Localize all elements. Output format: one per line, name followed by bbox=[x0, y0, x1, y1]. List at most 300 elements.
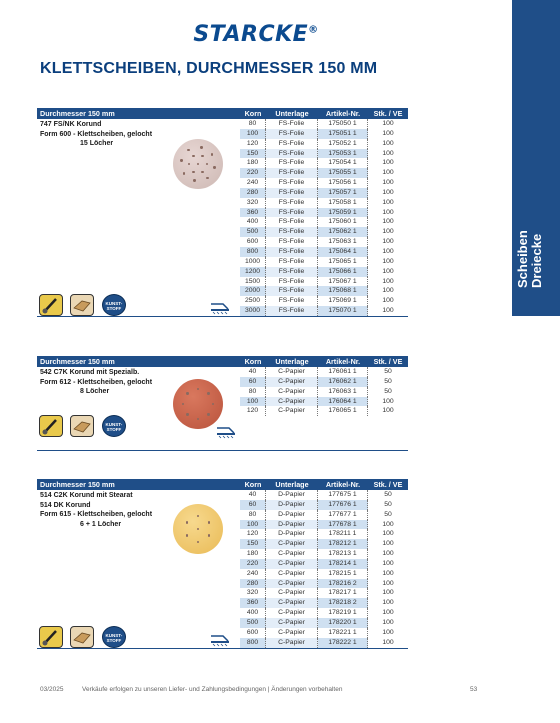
cell-stk: 100 bbox=[382, 159, 394, 167]
col-header-unterlage: Unterlage bbox=[275, 109, 309, 118]
cell-stk: 100 bbox=[382, 599, 394, 607]
cell-stk: 100 bbox=[382, 638, 394, 646]
cell-artikel: 178221 1 bbox=[318, 628, 368, 638]
cell-artikel: 178212 1 bbox=[318, 539, 368, 549]
col-header-artikel: Artikel-Nr. bbox=[325, 480, 361, 489]
cell-stk: 50 bbox=[384, 510, 392, 518]
cell-korn: 220 bbox=[240, 168, 266, 178]
cell-korn: 320 bbox=[240, 588, 266, 598]
table-row bbox=[240, 237, 408, 247]
col-header-unterlage: Unterlage bbox=[275, 357, 309, 366]
cell-stk: 100 bbox=[382, 559, 394, 567]
desc-line: 514 DK Korund bbox=[40, 501, 91, 509]
cell-korn: 400 bbox=[240, 608, 266, 618]
cell-korn: 220 bbox=[240, 559, 266, 569]
cell-unterlage: C-Papier bbox=[266, 406, 318, 416]
table-row bbox=[240, 306, 408, 316]
disc-hole bbox=[211, 153, 213, 155]
table-row bbox=[240, 227, 408, 237]
cell-stk: 100 bbox=[382, 520, 394, 528]
cell-unterlage: D-Papier bbox=[266, 520, 318, 530]
table-row bbox=[240, 217, 408, 227]
table-row bbox=[240, 129, 408, 139]
cell-korn: 800 bbox=[240, 247, 266, 257]
cell-artikel: 177678 1 bbox=[318, 520, 368, 530]
table-row bbox=[240, 638, 408, 648]
table-row bbox=[240, 286, 408, 296]
disc-hole bbox=[186, 534, 188, 536]
cell-unterlage: C-Papier bbox=[266, 598, 318, 608]
table-row bbox=[240, 539, 408, 549]
cell-korn: 1200 bbox=[240, 267, 266, 277]
cell-stk: 100 bbox=[382, 530, 394, 538]
table-row bbox=[240, 257, 408, 267]
desc-line: 542 C7K Korund mit Spezialb. bbox=[40, 369, 140, 376]
cell-stk: 100 bbox=[382, 397, 394, 405]
cell-unterlage: FS-Folie bbox=[266, 237, 318, 247]
col-header-stk: Stk. / VE bbox=[373, 357, 403, 366]
cell-unterlage: FS-Folie bbox=[266, 178, 318, 188]
disc-hole bbox=[192, 171, 194, 173]
cell-stk: 100 bbox=[382, 139, 394, 147]
disc-hole bbox=[183, 172, 185, 174]
disc-hole bbox=[206, 177, 208, 179]
desc-line: 747 FS/NK Korund bbox=[40, 121, 102, 128]
cell-korn: 100 bbox=[240, 129, 266, 139]
cell-artikel: 176063 1 bbox=[318, 387, 368, 397]
cell-artikel: 178222 1 bbox=[318, 638, 368, 648]
cell-unterlage: FS-Folie bbox=[266, 227, 318, 237]
disc-hole bbox=[206, 163, 208, 165]
disc-hole bbox=[207, 392, 209, 394]
disc-hole bbox=[182, 403, 184, 405]
table-row bbox=[240, 628, 408, 638]
col-header-stk: Stk. / VE bbox=[373, 480, 403, 489]
disc-hole bbox=[208, 534, 210, 536]
cell-korn: 360 bbox=[240, 598, 266, 608]
cell-korn: 40 bbox=[240, 367, 266, 377]
table-row bbox=[240, 549, 408, 559]
cell-korn: 360 bbox=[240, 208, 266, 218]
cell-unterlage: C-Papier bbox=[266, 638, 318, 648]
table-row bbox=[240, 158, 408, 168]
cell-stk: 100 bbox=[382, 540, 394, 548]
cell-unterlage: D-Papier bbox=[266, 490, 318, 500]
cell-stk: 50 bbox=[384, 368, 392, 375]
table-row bbox=[240, 168, 408, 178]
cell-artikel: 178217 1 bbox=[318, 588, 368, 598]
cell-stk: 100 bbox=[382, 188, 394, 196]
cell-stk: 100 bbox=[382, 267, 394, 275]
cell-korn: 120 bbox=[240, 139, 266, 149]
cell-korn: 100 bbox=[240, 520, 266, 530]
table-row bbox=[240, 598, 408, 608]
cell-artikel: 177676 1 bbox=[318, 500, 368, 510]
cell-artikel: 175069 1 bbox=[318, 296, 368, 306]
plastic-icon-label: KUNST- STOFF bbox=[105, 422, 123, 432]
cell-unterlage: FS-Folie bbox=[266, 119, 318, 129]
table-row bbox=[240, 510, 408, 520]
cell-unterlage: FS-Folie bbox=[266, 208, 318, 218]
cell-unterlage: C-Papier bbox=[266, 367, 318, 377]
col-header-unterlage: Unterlage bbox=[275, 480, 309, 489]
cell-artikel: 175060 1 bbox=[318, 217, 368, 227]
application-icons bbox=[39, 415, 129, 437]
cell-unterlage: FS-Folie bbox=[266, 149, 318, 159]
cell-korn: 120 bbox=[240, 406, 266, 416]
application-icons bbox=[39, 294, 129, 316]
cell-artikel: 178218 2 bbox=[318, 598, 368, 608]
cell-unterlage: FS-Folie bbox=[266, 247, 318, 257]
plastic-icon bbox=[102, 626, 126, 648]
cell-unterlage: C-Papier bbox=[266, 559, 318, 569]
cell-unterlage: C-Papier bbox=[266, 618, 318, 628]
brush-icon bbox=[39, 294, 63, 316]
disc-hole bbox=[212, 403, 214, 405]
cell-korn: 180 bbox=[240, 158, 266, 168]
cell-artikel: 176061 1 bbox=[318, 367, 368, 377]
cell-artikel: 175068 1 bbox=[318, 286, 368, 296]
cell-korn: 280 bbox=[240, 188, 266, 198]
cell-unterlage: C-Papier bbox=[266, 397, 318, 407]
cell-stk: 100 bbox=[382, 609, 394, 617]
table-row bbox=[240, 569, 408, 579]
cell-stk: 100 bbox=[382, 129, 394, 137]
cell-unterlage: C-Papier bbox=[266, 579, 318, 589]
cell-stk: 100 bbox=[382, 297, 394, 305]
cell-korn: 3000 bbox=[240, 306, 266, 316]
cell-artikel: 175058 1 bbox=[318, 198, 368, 208]
table-row bbox=[240, 618, 408, 628]
block-header bbox=[37, 479, 408, 490]
block-body bbox=[37, 367, 408, 451]
table-row bbox=[240, 139, 408, 149]
cell-stk: 100 bbox=[382, 550, 394, 558]
cell-unterlage: D-Papier bbox=[266, 529, 318, 539]
block-header-title: Durchmesser 150 mm bbox=[40, 357, 115, 366]
cell-artikel: 175054 1 bbox=[318, 158, 368, 168]
cell-artikel: 178213 1 bbox=[318, 549, 368, 559]
product-block-514 bbox=[37, 479, 408, 649]
wood-icon bbox=[70, 294, 94, 316]
disc-hole bbox=[186, 392, 188, 394]
table-row bbox=[240, 367, 408, 377]
desc-line: 8 Löcher bbox=[80, 388, 110, 396]
category-side-tab[interactable] bbox=[512, 0, 560, 316]
cell-korn: 2000 bbox=[240, 286, 266, 296]
cell-artikel: 175052 1 bbox=[318, 139, 368, 149]
cell-artikel: 175063 1 bbox=[318, 237, 368, 247]
product-table bbox=[240, 367, 408, 416]
cell-unterlage: C-Papier bbox=[266, 608, 318, 618]
cell-korn: 100 bbox=[240, 397, 266, 407]
cell-unterlage: FS-Folie bbox=[266, 168, 318, 178]
cell-unterlage: D-Papier bbox=[266, 510, 318, 520]
cell-artikel: 175067 1 bbox=[318, 277, 368, 287]
sanding-disc-image bbox=[173, 379, 223, 429]
cell-unterlage: C-Papier bbox=[266, 569, 318, 579]
table-row bbox=[240, 198, 408, 208]
disc-hole bbox=[213, 166, 215, 168]
desc-line: Form 612 - Klettscheiben, gelocht bbox=[40, 378, 153, 386]
cell-stk: 100 bbox=[382, 208, 394, 216]
disc-hole bbox=[201, 171, 203, 173]
cell-artikel: 175056 1 bbox=[318, 178, 368, 188]
product-block-542 bbox=[37, 356, 408, 451]
cell-unterlage: FS-Folie bbox=[266, 267, 318, 277]
brand-name: STARCKE bbox=[193, 22, 309, 47]
cell-artikel: 175051 1 bbox=[318, 129, 368, 139]
side-tab-line-1: Scheiben bbox=[515, 230, 530, 288]
brush-icon bbox=[39, 626, 63, 648]
cell-stk: 100 bbox=[382, 307, 394, 315]
side-tab-label bbox=[516, 88, 544, 288]
sander-tool-icon bbox=[215, 425, 237, 439]
table-row bbox=[240, 296, 408, 306]
col-header-korn: Korn bbox=[244, 480, 262, 489]
cell-unterlage: FS-Folie bbox=[266, 158, 318, 168]
side-tab-line-2: Dreiecke bbox=[529, 233, 544, 288]
cell-korn: 600 bbox=[240, 628, 266, 638]
cell-artikel: 176065 1 bbox=[318, 406, 368, 416]
disc-hole bbox=[187, 149, 189, 151]
sander-tool-icon bbox=[209, 301, 231, 315]
cell-korn: 240 bbox=[240, 178, 266, 188]
col-header-korn: Korn bbox=[244, 109, 262, 118]
table-row bbox=[240, 178, 408, 188]
page-title: KLETTSCHEIBEN, DURCHMESSER 150 MM bbox=[40, 60, 378, 77]
cell-stk: 100 bbox=[382, 579, 394, 587]
product-table bbox=[240, 119, 408, 316]
block-body bbox=[37, 119, 408, 317]
desc-line: 514 C2K Korund mit Stearat bbox=[40, 492, 133, 499]
product-table bbox=[240, 490, 408, 648]
col-header-artikel: Artikel-Nr. bbox=[325, 357, 361, 366]
sanding-disc-image bbox=[173, 504, 223, 554]
disc-hole bbox=[186, 413, 188, 415]
table-row bbox=[240, 397, 408, 407]
cell-unterlage: C-Papier bbox=[266, 549, 318, 559]
cell-stk: 100 bbox=[382, 628, 394, 636]
cell-unterlage: FS-Folie bbox=[266, 217, 318, 227]
cell-artikel: 178214 1 bbox=[318, 559, 368, 569]
brand-registered-mark: ® bbox=[308, 24, 319, 36]
plastic-icon-label: KUNST- STOFF bbox=[105, 633, 123, 643]
table-row bbox=[240, 387, 408, 397]
cell-unterlage: FS-Folie bbox=[266, 257, 318, 267]
cell-stk: 100 bbox=[382, 618, 394, 626]
brush-icon bbox=[39, 415, 63, 437]
page-number: 53 bbox=[470, 686, 478, 693]
table-row bbox=[240, 119, 408, 129]
col-header-artikel: Artikel-Nr. bbox=[325, 109, 361, 118]
cell-artikel: 177677 1 bbox=[318, 510, 368, 520]
cell-korn: 150 bbox=[240, 149, 266, 159]
block-header bbox=[37, 108, 408, 119]
cell-artikel: 175055 1 bbox=[318, 168, 368, 178]
cell-korn: 150 bbox=[240, 539, 266, 549]
cell-unterlage: FS-Folie bbox=[266, 296, 318, 306]
cell-unterlage: FS-Folie bbox=[266, 139, 318, 149]
cell-korn: 280 bbox=[240, 579, 266, 589]
cell-stk: 100 bbox=[382, 247, 394, 255]
sanding-disc-image bbox=[173, 139, 223, 189]
cell-stk: 100 bbox=[382, 287, 394, 295]
disc-hole bbox=[197, 541, 199, 543]
desc-line: Form 600 - Klettscheiben, gelocht bbox=[40, 130, 153, 138]
cell-unterlage: C-Papier bbox=[266, 377, 318, 387]
disc-hole bbox=[200, 146, 202, 148]
cell-unterlage: C-Papier bbox=[266, 387, 318, 397]
cell-artikel: 175050 1 bbox=[318, 119, 368, 129]
cell-stk: 100 bbox=[382, 179, 394, 187]
table-row bbox=[240, 377, 408, 387]
cell-artikel: 175070 1 bbox=[318, 306, 368, 316]
disc-hole bbox=[197, 163, 199, 165]
table-row bbox=[240, 579, 408, 589]
col-header-stk: Stk. / VE bbox=[373, 109, 403, 118]
cell-artikel: 175066 1 bbox=[318, 267, 368, 277]
table-row bbox=[240, 490, 408, 500]
table-row bbox=[240, 520, 408, 530]
cell-unterlage: FS-Folie bbox=[266, 286, 318, 296]
desc-line: Form 615 - Klettscheiben, gelocht bbox=[40, 511, 153, 519]
cell-korn: 2500 bbox=[240, 296, 266, 306]
footer-date: 03/2025 bbox=[40, 686, 64, 693]
table-row bbox=[240, 188, 408, 198]
cell-unterlage: C-Papier bbox=[266, 539, 318, 549]
footer-note: Verkäufe erfolgen zu unseren Liefer- und Zahlungsbedingungen | Änderungen vorbehalten bbox=[82, 686, 343, 693]
cell-korn: 400 bbox=[240, 217, 266, 227]
block-header-title: Durchmesser 150 mm bbox=[40, 480, 115, 489]
cell-korn: 180 bbox=[240, 549, 266, 559]
cell-stk: 100 bbox=[382, 169, 394, 177]
cell-artikel: 175062 1 bbox=[318, 227, 368, 237]
plastic-icon bbox=[102, 415, 126, 437]
cell-artikel: 175053 1 bbox=[318, 149, 368, 159]
cell-stk: 100 bbox=[382, 569, 394, 577]
cell-artikel: 178215 1 bbox=[318, 569, 368, 579]
cell-korn: 80 bbox=[240, 387, 266, 397]
table-row bbox=[240, 500, 408, 510]
table-row bbox=[240, 277, 408, 287]
cell-artikel: 178220 1 bbox=[318, 618, 368, 628]
disc-hole bbox=[207, 413, 209, 415]
disc-hole bbox=[197, 388, 199, 390]
cell-stk: 100 bbox=[382, 589, 394, 597]
cell-artikel: 177675 1 bbox=[318, 490, 368, 500]
sander-tool-icon bbox=[209, 633, 231, 647]
table-row bbox=[240, 267, 408, 277]
application-icons bbox=[39, 626, 129, 648]
disc-hole bbox=[201, 155, 203, 157]
plastic-icon bbox=[102, 294, 126, 316]
cell-stk: 100 bbox=[382, 407, 394, 415]
table-row bbox=[240, 208, 408, 218]
table-row bbox=[240, 529, 408, 539]
desc-line: 6 + 1 Löcher bbox=[80, 520, 122, 528]
table-row bbox=[240, 559, 408, 569]
cell-korn: 1500 bbox=[240, 277, 266, 287]
disc-hole bbox=[193, 179, 195, 181]
cell-korn: 120 bbox=[240, 529, 266, 539]
disc-hole bbox=[188, 163, 190, 165]
cell-stk: 100 bbox=[382, 120, 394, 127]
cell-korn: 500 bbox=[240, 618, 266, 628]
cell-korn: 1000 bbox=[240, 257, 266, 267]
cell-korn: 80 bbox=[240, 510, 266, 520]
cell-artikel: 175064 1 bbox=[318, 247, 368, 257]
cell-korn: 320 bbox=[240, 198, 266, 208]
cell-unterlage: FS-Folie bbox=[266, 129, 318, 139]
table-row bbox=[240, 588, 408, 598]
cell-unterlage: FS-Folie bbox=[266, 306, 318, 316]
cell-artikel: 178211 1 bbox=[318, 529, 368, 539]
cell-stk: 100 bbox=[382, 218, 394, 226]
disc-hole bbox=[186, 521, 188, 523]
cell-artikel: 175065 1 bbox=[318, 257, 368, 267]
cell-korn: 60 bbox=[240, 377, 266, 387]
cell-stk: 100 bbox=[382, 198, 394, 206]
cell-artikel: 178216 2 bbox=[318, 579, 368, 589]
wood-icon bbox=[70, 626, 94, 648]
cell-stk: 50 bbox=[384, 491, 392, 498]
cell-unterlage: C-Papier bbox=[266, 628, 318, 638]
disc-hole bbox=[192, 155, 194, 157]
product-block-747 bbox=[37, 108, 408, 317]
desc-line: 15 Löcher bbox=[80, 140, 114, 148]
block-header bbox=[37, 356, 408, 367]
cell-artikel: 175059 1 bbox=[318, 208, 368, 218]
brand-logo bbox=[0, 22, 512, 47]
cell-unterlage: FS-Folie bbox=[266, 277, 318, 287]
cell-korn: 40 bbox=[240, 490, 266, 500]
cell-stk: 50 bbox=[384, 500, 392, 508]
cell-artikel: 176064 1 bbox=[318, 397, 368, 407]
cell-unterlage: D-Papier bbox=[266, 500, 318, 510]
cell-stk: 100 bbox=[382, 257, 394, 265]
wood-icon bbox=[70, 415, 94, 437]
cell-unterlage: FS-Folie bbox=[266, 198, 318, 208]
table-row bbox=[240, 406, 408, 416]
block-body bbox=[37, 490, 408, 649]
table-row bbox=[240, 608, 408, 618]
disc-hole bbox=[180, 159, 182, 161]
cell-stk: 100 bbox=[382, 238, 394, 246]
cell-stk: 50 bbox=[384, 387, 392, 395]
cell-stk: 50 bbox=[384, 377, 392, 385]
cell-stk: 100 bbox=[382, 277, 394, 285]
disc-hole bbox=[197, 418, 199, 420]
cell-korn: 500 bbox=[240, 227, 266, 237]
col-header-korn: Korn bbox=[244, 357, 262, 366]
cell-stk: 100 bbox=[382, 228, 394, 236]
cell-unterlage: FS-Folie bbox=[266, 188, 318, 198]
cell-unterlage: C-Papier bbox=[266, 588, 318, 598]
table-row bbox=[240, 247, 408, 257]
table-row bbox=[240, 149, 408, 159]
disc-hole bbox=[208, 521, 210, 523]
cell-artikel: 175057 1 bbox=[318, 188, 368, 198]
cell-korn: 800 bbox=[240, 638, 266, 648]
cell-stk: 100 bbox=[382, 149, 394, 157]
cell-korn: 60 bbox=[240, 500, 266, 510]
cell-korn: 600 bbox=[240, 237, 266, 247]
cell-korn: 240 bbox=[240, 569, 266, 579]
cell-korn: 80 bbox=[240, 119, 266, 129]
cell-artikel: 178219 1 bbox=[318, 608, 368, 618]
disc-hole bbox=[197, 528, 199, 530]
